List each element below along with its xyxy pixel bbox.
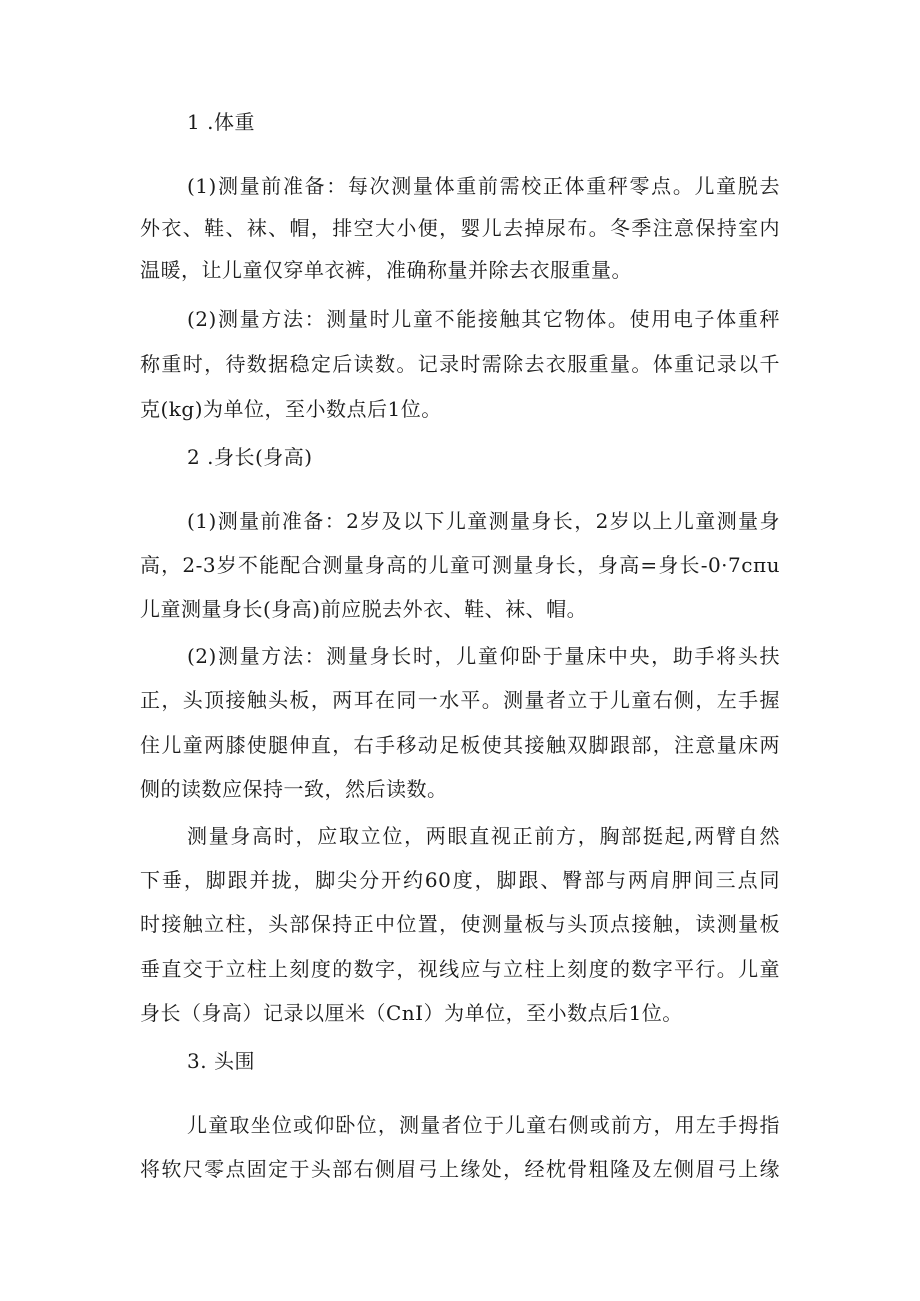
section-heading-weight: 1 .体重 bbox=[187, 110, 255, 134]
paragraph-line: 将软尺零点固定于头部右侧眉弓上缘处，经枕骨粗隆及左侧眉弓上缘 bbox=[140, 1157, 780, 1181]
paragraph-line: 高，2-3岁不能配合测量身高的儿童可测量身长，身高=身长-0·7cπu bbox=[140, 553, 780, 577]
paragraph-line: 称重时，待数据稳定后读数。记录时需除去衣服重量。体重记录以千 bbox=[140, 352, 780, 376]
paragraph-line: 住儿童两膝使腿伸直，右手移动足板使其接触双脚跟部，注意量床两 bbox=[140, 733, 780, 757]
paragraph-line: 温暖，让儿童仅穿单衣裤，准确称量并除去衣服重量。 bbox=[140, 258, 632, 282]
paragraph-line: 儿童取坐位或仰卧位，测量者位于儿童右侧或前方，用左手拇指 bbox=[187, 1113, 780, 1137]
section-heading-head-circumference: 3. 头围 bbox=[187, 1049, 255, 1073]
paragraph-line: 外衣、鞋、袜、帽，排空大小便，婴儿去掉尿布。冬季注意保持室内 bbox=[140, 216, 780, 240]
paragraph-line: 儿童测量身长(身高)前应脱去外衣、鞋、袜、帽。 bbox=[140, 597, 588, 621]
paragraph-line: 正，头顶接触头板，两耳在同一水平。测量者立于儿童右侧，左手握 bbox=[140, 688, 780, 712]
paragraph-line: (2)测量方法：测量身长时，儿童仰卧于量床中央，助手将头扶 bbox=[187, 644, 780, 668]
paragraph-line: 克(kg)为单位，至小数点后1位。 bbox=[140, 397, 442, 421]
paragraph-line: (2)测量方法：测量时儿童不能接触其它物体。使用电子体重秤 bbox=[187, 307, 780, 331]
paragraph-line: 侧的读数应保持一致，然后读数。 bbox=[140, 777, 448, 801]
section-heading-height: 2 .身长(身高) bbox=[187, 445, 313, 469]
paragraph-line: 身长（身高）记录以厘米（CnI）为单位，至小数点后1位。 bbox=[140, 1001, 683, 1025]
paragraph-line: 测量身高时，应取立位，两眼直视正前方，胸部挺起,两臂自然 bbox=[187, 824, 780, 848]
paragraph-line: 垂直交于立柱上刻度的数字，视线应与立柱上刻度的数字平行。儿童 bbox=[140, 957, 780, 981]
paragraph-line: 时接触立柱，头部保持正中位置，使测量板与头顶点接触，读测量板 bbox=[140, 912, 780, 936]
paragraph-line: 下垂，脚跟并拢，脚尖分开约60度，脚跟、臀部与两肩胛间三点同 bbox=[140, 868, 780, 892]
paragraph-line: (1)测量前准备：每次测量体重前需校正体重秤零点。儿童脱去 bbox=[187, 174, 780, 198]
paragraph-line: (1)测量前准备：2岁及以下儿童测量身长，2岁以上儿童测量身 bbox=[187, 509, 780, 533]
